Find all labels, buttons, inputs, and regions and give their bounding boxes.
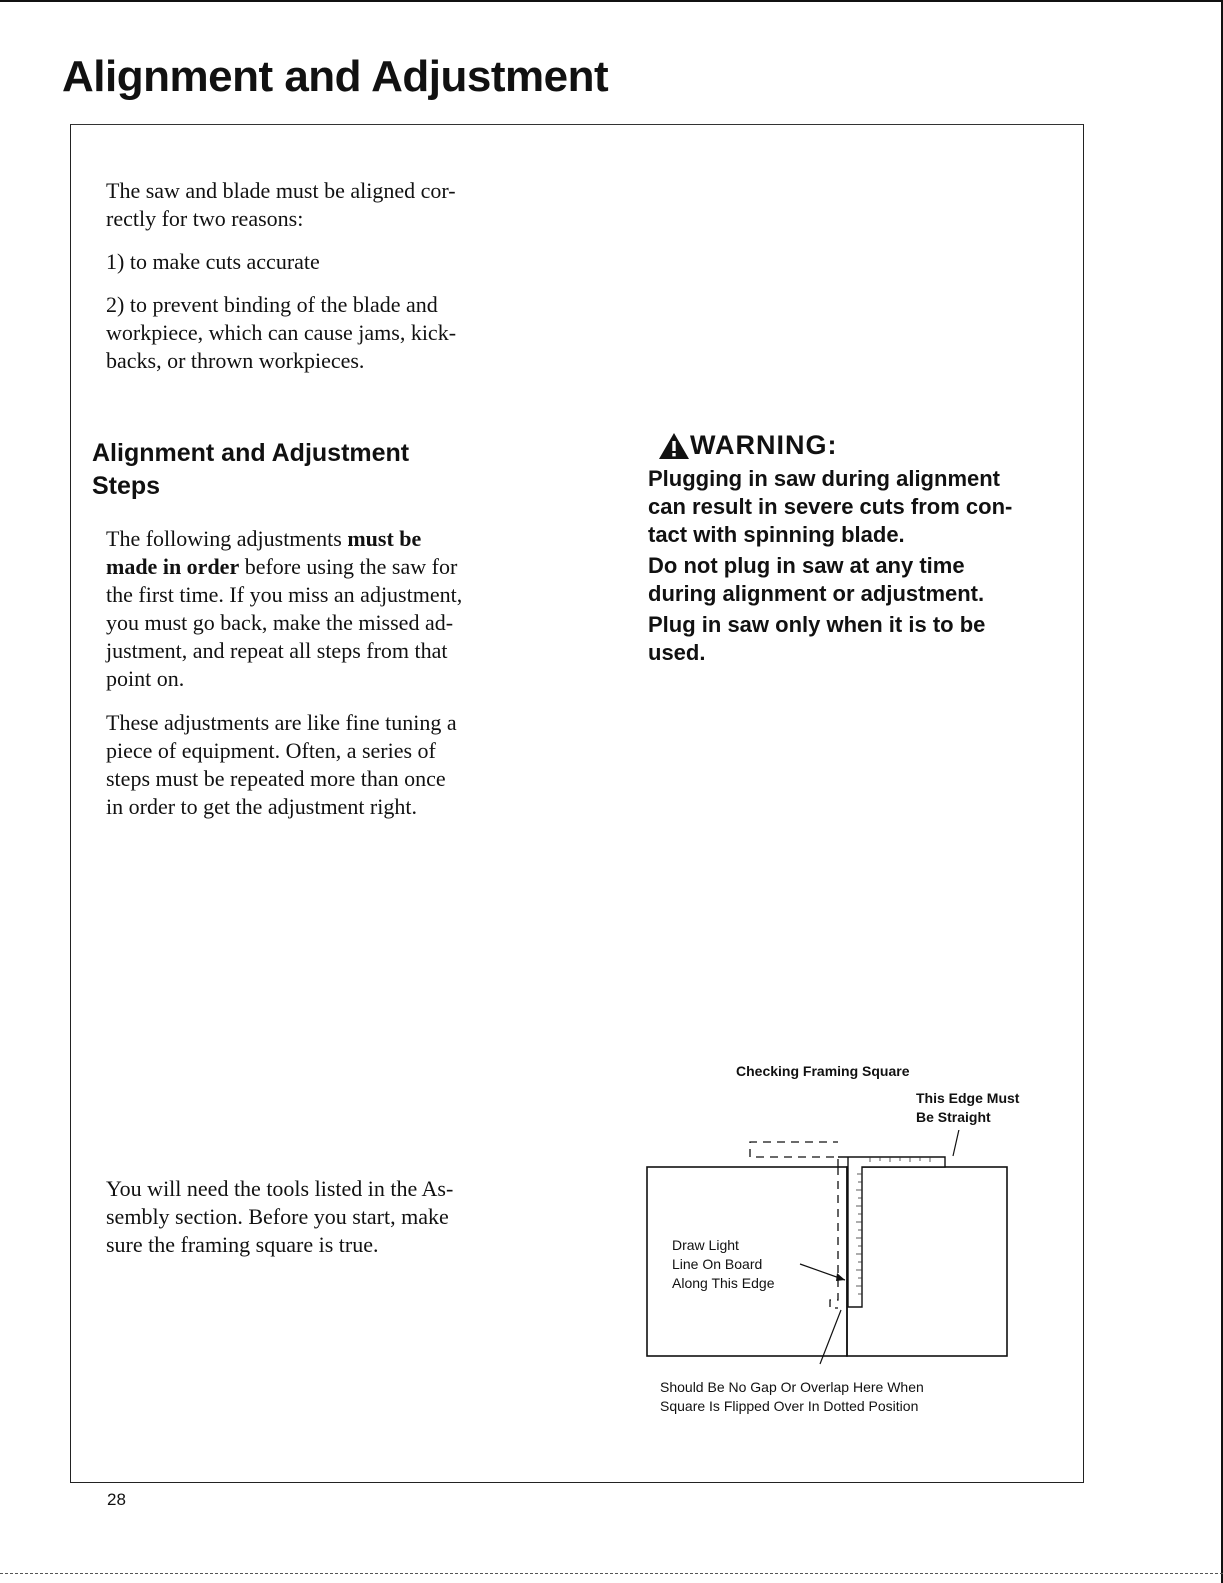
steps-p2-line-3: steps must be repeated more than once — [106, 766, 446, 791]
bottom-border-line — [0, 1573, 1223, 1575]
framing-square-solid — [838, 1157, 945, 1307]
warning-line-5: during alignment or adjustment. — [648, 581, 985, 606]
steps-p2-line-1: These adjustments are like fine tuning a — [106, 710, 457, 735]
tools-note-line-1: You will need the tools listed in the As- — [106, 1176, 454, 1201]
draw-label-line-3: Along This Edge — [672, 1275, 775, 1291]
section-heading-line-1: Alignment and Adjustment — [92, 439, 410, 467]
square-tick-marks — [856, 1157, 930, 1294]
gap-label-line-2: Square Is Flipped Over In Dotted Position — [660, 1398, 919, 1414]
steps-p2-line-4: in order to get the adjustment right. — [106, 794, 417, 819]
tools-note-line-3: sure the framing square is true. — [106, 1232, 379, 1257]
top-border-line — [0, 0, 1223, 2]
right-board — [847, 1167, 1007, 1356]
steps-p1-line-2 — [106, 553, 457, 581]
edge-label-line-2: Be Straight — [916, 1109, 991, 1125]
warning-title-text: WARNING: — [690, 430, 838, 460]
warning-title — [658, 430, 837, 461]
section-heading-line-2: Steps — [92, 472, 161, 500]
steps-p1-line-4: you must go back, make the missed ad- — [106, 610, 454, 635]
steps-p1-line-5: justment, and repeat all steps from that — [106, 638, 448, 663]
reason-2-line-3: backs, or thrown workpieces. — [106, 348, 365, 373]
page-number: 28 — [107, 1490, 126, 1509]
steps-p1-emphasis-1: must be — [347, 526, 422, 551]
steps-p2-line-2: piece of equipment. Often, a series of — [106, 738, 436, 763]
framing-square-dotted-leg — [830, 1167, 838, 1308]
warning-line-2: can result in severe cuts from con- — [648, 494, 1013, 519]
warning-line-4: Do not plug in saw at any time — [648, 553, 965, 578]
reason-2-line-2: workpiece, which can cause jams, kick- — [106, 320, 457, 345]
tools-note-line-2: sembly section. Before you start, make — [106, 1204, 449, 1229]
warning-line-1: Plugging in saw during alignment — [648, 466, 1000, 491]
warning-line-7: used. — [648, 640, 706, 665]
figure-caption: Checking Framing Square — [736, 1063, 910, 1079]
framing-square-dotted-top — [750, 1142, 838, 1167]
warning-line-6: Plug in saw only when it is to be — [648, 612, 986, 637]
edge-leader — [953, 1130, 960, 1156]
draw-label-line-2: Line On Board — [672, 1256, 763, 1272]
page-title: Alignment and Adjustment — [62, 52, 609, 101]
gap-label-line-1: Should Be No Gap Or Overlap Here When — [660, 1379, 924, 1395]
steps-p1-line-3: the first time. If you miss an adjustment, — [106, 582, 463, 607]
draw-label-line-1: Draw Light — [672, 1237, 739, 1253]
warning-triangle-icon — [658, 432, 690, 460]
warning-line-3: tact with spinning blade. — [648, 522, 905, 547]
edge-label-line-1: This Edge Must — [916, 1090, 1020, 1106]
reason-2-line-1: 2) to prevent binding of the blade and — [106, 292, 438, 317]
intro-line-2: rectly for two reasons: — [106, 206, 304, 231]
steps-p1-line-6: point on. — [106, 666, 185, 691]
steps-p1-line-1-text: The following adjustments — [106, 526, 348, 551]
reason-1: 1) to make cuts accurate — [106, 249, 320, 274]
steps-p1-emphasis-2: made in order — [106, 554, 240, 579]
steps-p1-line-2-text: before using the saw for — [239, 554, 458, 579]
steps-p1-line-1 — [106, 525, 421, 553]
intro-line-1: The saw and blade must be aligned cor- — [106, 178, 456, 203]
draw-line-arrowhead — [836, 1273, 845, 1281]
